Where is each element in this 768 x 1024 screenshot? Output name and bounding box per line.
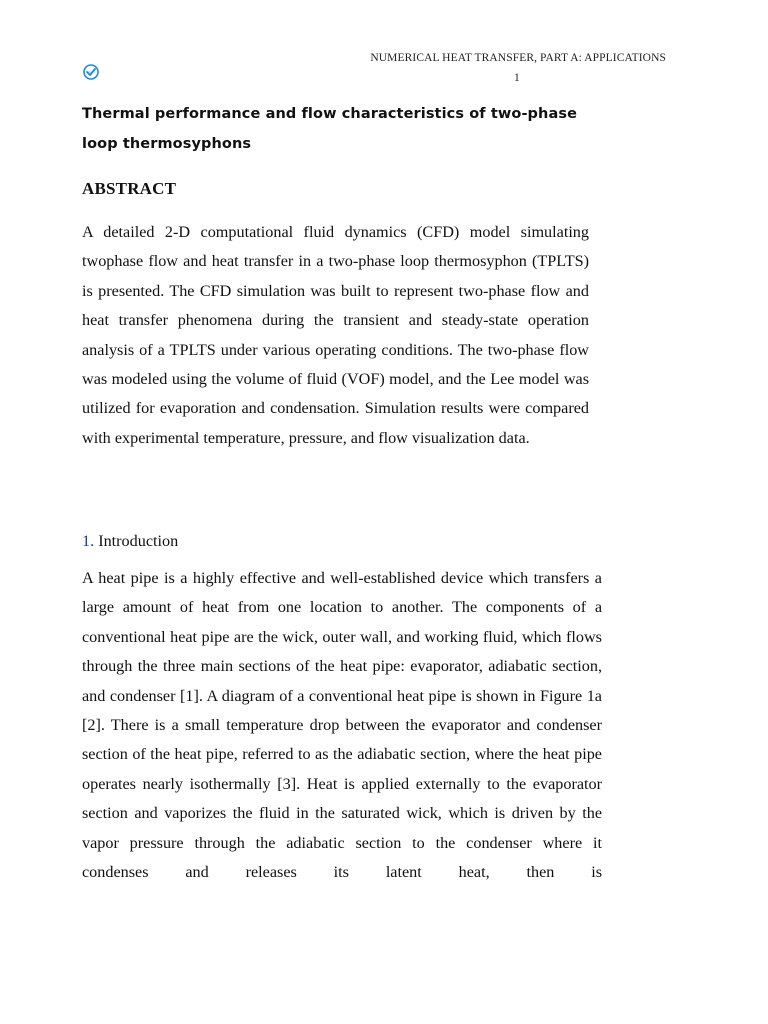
section-number: 1. <box>82 532 95 550</box>
crossmark-icon[interactable] <box>83 64 99 80</box>
introduction-title: Introduction <box>98 532 179 550</box>
abstract-heading: ABSTRACT <box>82 179 177 198</box>
introduction-text: A heat pipe is a highly effective and well-established device which transfers a large amount of heat from one location to another. The components of a conventional heat pipe are the wick, outer wall, and working fluid, which flows through the three main sections of the heat pipe: evaporator, adiabatic section, and condenser [1]. A diagram of a conventional heat pipe is shown in Figure 1a [2]. There is a small temperature drop between the evaporator and condenser section of the heat pipe, referred to as the adiabatic section, where the heat pipe operates nearly isothermally [3]. Heat is applied externally to the evaporator section and vaporizes the fluid in the saturated wick, which is driven by the vapor pressure through the adiabatic section to the condenser where it condenses and releases its latent heat, then is <box>82 569 602 882</box>
introduction-heading <box>82 529 178 553</box>
page-number: 1 <box>514 72 520 84</box>
paper-title: Thermal performance and flow characteristics of two-phase loop thermosyphons <box>82 106 578 152</box>
abstract-text: A detailed 2-D computational fluid dynamics (CFD) model simulating twophase flow and heat transfer in a two-phase loop thermosyphon (TPLTS) is presented. The CFD simulation was built to represent two-phase flow and heat transfer phenomena during the transient and steady-state operation analysis of a TPLTS under various operating conditions. The two-phase flow was modeled using the volume of fluid (VOF) model, and the Lee model was utilized for evaporation and condensation. Simulation results were compared with experimental temperature, pressure, and flow visualization data. <box>82 223 589 447</box>
running-head: NUMERICAL HEAT TRANSFER, PART A: APPLICATIONS <box>370 52 666 64</box>
